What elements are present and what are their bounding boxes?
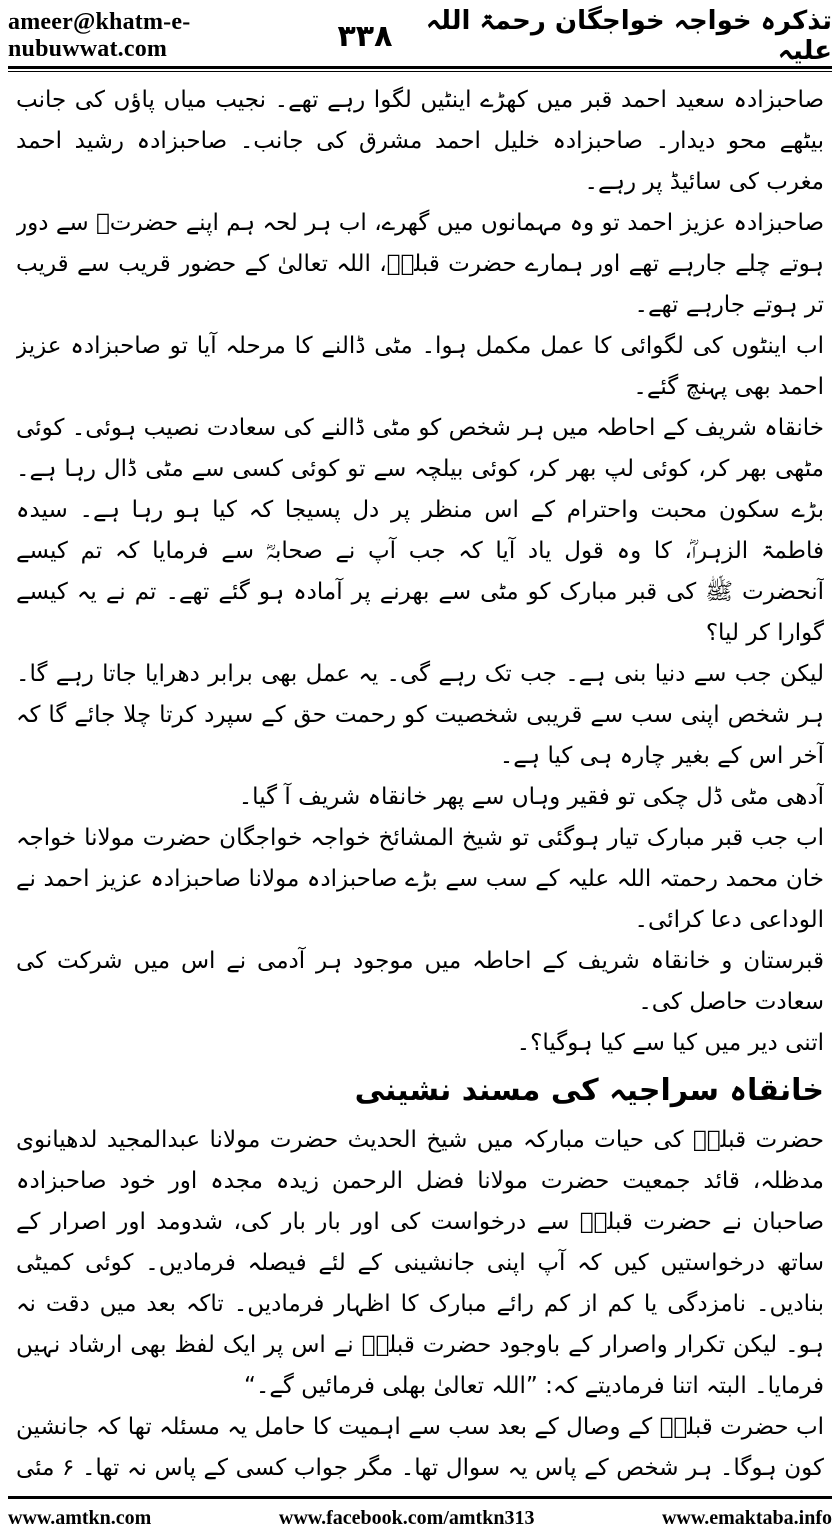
paragraph: آدھی مٹی ڈل چکی تو فقیر وہاں سے پھر خانقاہ شریف آ گیا۔ (238, 784, 824, 810)
footer-link-amtkn[interactable]: www.amtkn.com (8, 1506, 152, 1529)
section-heading: خانقاہ سراجیہ کی مسند نشینی (354, 1073, 824, 1108)
paragraph: اب جب قبر مبارک تیار ہوگئی تو شیخ المشائخ خواجہ خواجگان حضرت مولانا خواجہ خان محمد رحمتہ اللہ علیہ کے سب سے بڑے صاحبزادہ مولانا صاحبزادہ عزیز احمد نے الوداعی دعا کرائی۔ (16, 825, 824, 933)
header-rule-thin (8, 71, 832, 72)
paragraph: صاحبزادہ عزیز احمد تو وہ مہمانوں میں گھرے، اب ہر لحہ ہم اپنے حضرتؒ سے دور ہوتے چلے جارہے تھے اور ہمارے حضرت قبلہؒ، اللہ تعالیٰ کے حضور قریب سے قریب تر ہوتے جارہے تھے۔ (16, 210, 824, 318)
paragraph: حضرت قبلہؒ کی حیات مبارکہ میں شیخ الحدیث حضرت مولانا عبدالمجید لدھیانوی مدظلہ، قائد جمعیت حضرت مولانا فضل الرحمن زیدہ مجدہ اور خود صاحبزادہ صاحبان نے حضرت قبلہؒ سے درخواست کی اور بار بار کی، شدومد اور اصرار کے ساتھ درخواستیں کیں کہ آپ اپنی جانشینی کے لئے فیصلہ فرمادیں۔ کوئی کمیٹی بنادیں۔ نامزدگی یا کم از کم رائے مبارک کا اظہار فرمادیں۔ تاکہ بعد میں دقت نہ ہو۔ لیکن تکرار واصرار کے باوجود حضرت قبلہؒ نے اس پر ایک لفظ بھی ارشاد نہیں فرمایا۔ البتہ اتنا فرمادیتے کہ: ”اللہ تعالیٰ بھلی فرمائیں گے۔“ (16, 1127, 824, 1399)
paragraph: لیکن جب سے دنیا بنی ہے۔ جب تک رہے گی۔ یہ عمل بھی برابر دھرایا جاتا رہے گا۔ ہر شخص اپنی سب سے قریبی شخصیت کو رحمت حق کے سپرد کرتا چلا جائے گا کہ آخر اس کے بغیر چارہ ہی کیا ہے۔ (16, 661, 824, 769)
header-email: ameer@khatm-e-nubuwwat.com (8, 9, 191, 62)
paragraph: اب اینٹوں کی لگوائی کا عمل مکمل ہوا۔ مٹی ڈالنے کا مرحلہ آیا تو صاحبزادہ عزیز احمد بھی پہنچ گئے۔ (16, 333, 824, 400)
paragraph: اتنی دیر میں کیا سے کیا ہوگیا؟۔ (516, 1030, 824, 1056)
header-left-group (8, 9, 392, 63)
header-rule (8, 66, 832, 69)
running-title: تذکرہ خواجہ خواجگان رحمۃ اللہ علیہ (425, 6, 832, 66)
footer-link-emaktaba[interactable]: www.emaktaba.info (661, 1506, 832, 1529)
page-number: ۳۳۸ (337, 18, 393, 54)
footer-link-facebook[interactable]: www.facebook.com/amtkn313 (278, 1506, 535, 1529)
page-body (16, 80, 824, 1490)
paragraph: قبرستان و خانقاہ شریف کے احاطہ میں موجود ہر آدمی نے اس میں شرکت کی سعادت حاصل کی۔ (16, 948, 824, 1015)
paragraph: صاحبزادہ سعید احمد قبر میں کھڑے اینٹیں لگوا رہے تھے۔ نجیب میاں پاؤں کی جانب بیٹھے محو دیدار۔ صاحبزادہ خلیل احمد مشرق کی جانب۔ صاحبزادہ رشید احمد مغرب کی سائیڈ پر رہے۔ (16, 87, 824, 195)
footer-rule (8, 1496, 832, 1499)
paragraph: خانقاہ شریف کے احاطہ میں ہر شخص کو مٹی ڈالنے کی سعادت نصیب ہوئی۔ کوئی مٹھی بھر کر، کوئی لپ بھر کر، کوئی بیلچہ سے تو کوئی کسی سے مٹی ڈال رہا ہے۔ بڑے سکون محبت واحترام کے اس منظر پر دل پسیجا کہ کیا ہو رہا ہے۔ سیدہ فاطمۃ الزہراؓ، کا وہ قول یاد آیا کہ جب آپ نے صحابہؓ سے فرمایا کہ تم کیسے آنحضرت ﷺ کی قبر مبارک کو مٹی سے بھرنے پر آمادہ ہو گئے تھے۔ تم نے یہ کیسے گوارا کر لیا؟ (16, 415, 824, 646)
paragraph: اب حضرت قبلہؒ کے وصال کے بعد سب سے اہمیت کا حامل یہ مسئلہ تھا کہ جانشین کون ہوگا۔ ہر شخص کے پاس یہ سوال تھا۔ مگر جواب کسی کے پاس نہ تھا۔ ۶ مئی (16, 1414, 824, 1481)
page-footer (8, 1502, 832, 1534)
page-header (8, 8, 832, 64)
